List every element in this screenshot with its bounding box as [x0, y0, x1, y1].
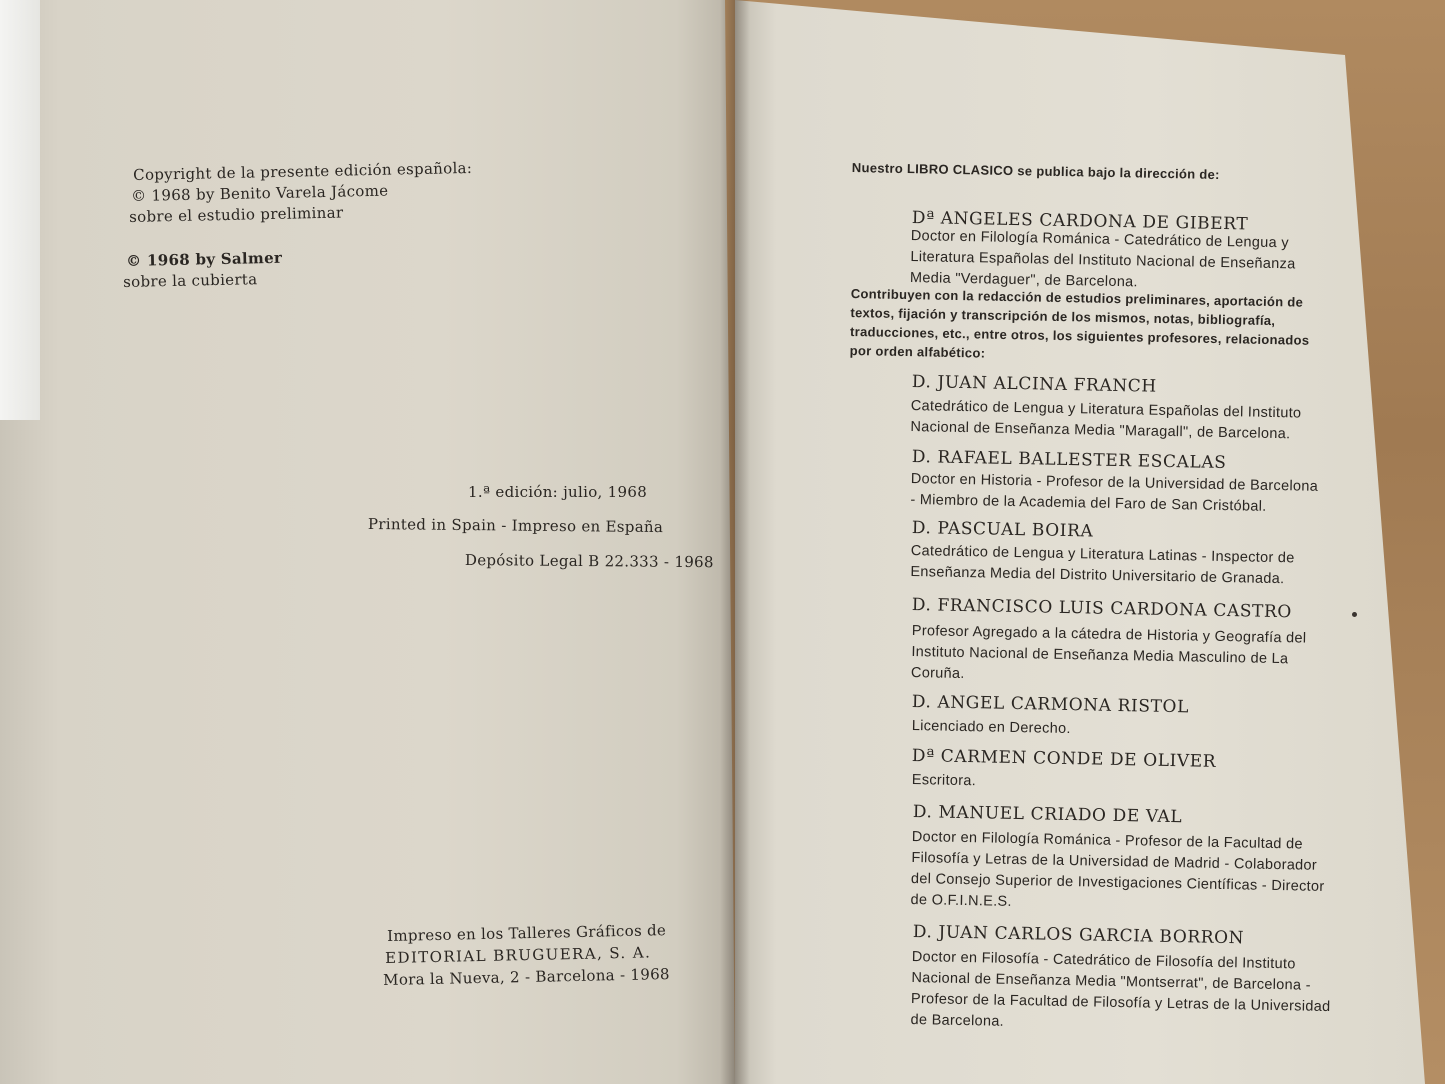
series-intro: Nuestro LIBRO CLASICO se publica bajo la dirección de:	[851, 160, 1220, 183]
copyright-line: Copyright de la presente edición española:	[133, 158, 473, 184]
copyright-line: © 1968 by Benito Varela Jácome	[131, 181, 389, 205]
professor-description: Doctor en Historia - Profesor de la Universidad de Barcelona - Miembro de la Academia del Faro de San Cristóbal.	[910, 470, 1319, 515]
professor-name: D. RAFAEL BALLESTER ESCALAS	[911, 447, 1227, 474]
cover-copyright-line: © 1968 by Salmer	[126, 248, 283, 270]
professor-name: Dª CARMEN CONDE DE OLIVER	[911, 746, 1217, 772]
printed-line: Printed in Spain - Impreso en España	[367, 515, 664, 537]
professor-description: Licenciado en Derecho.	[911, 717, 1071, 738]
professor-name: D. PASCUAL BOIRA	[911, 518, 1094, 542]
professor-name: D. MANUEL CRIADO DE VAL	[912, 802, 1183, 828]
professor-name: D. FRANCISCO LUIS CARDONA CASTRO	[911, 595, 1293, 623]
edition-line: 1.ª edición: julio, 1968	[468, 483, 648, 501]
professor-description: Catedrático de Lengua y Literatura Españolas del Instituto Nacional de Enseñanza Media "Maragall", de Barcelona.	[910, 397, 1302, 443]
professor-name: D. ANGEL CARMONA RISTOL	[911, 692, 1190, 718]
contributors-intro: Contribuyen con la redacción de estudios preliminares, aportación de textos, fijación y transcripción de los mismos, notas, bibliografía, traducciones, etc., entre otros, los siguientes profesores, relacionados por orden alfabético:	[849, 285, 1310, 361]
cover-copyright-line: sobre la cubierta	[123, 270, 258, 291]
professor-description: Escritora.	[911, 771, 977, 790]
copyright-line: sobre el estudio preliminar	[129, 203, 344, 226]
ink-speck	[1352, 612, 1357, 617]
book-gutter	[720, 0, 750, 1084]
director-name: Dª ANGELES CARDONA DE GIBERT	[911, 208, 1249, 235]
director-description: Doctor en Filología Románica - Catedrático de Lengua y Literatura Españolas del Instituto Nacional de Enseñanza Media "Verdaguer", de Barcelona.	[909, 227, 1296, 291]
background-paper-strip	[0, 0, 40, 420]
printer-line: EDITORIAL BRUGUERA, S. A.	[385, 943, 652, 967]
right-page	[735, 0, 1425, 1084]
printer-line: Impreso en los Talleres Gráficos de	[387, 921, 667, 945]
professor-description: Profesor Agregado a la cátedra de Historia y Geografía del Instituto Nacional de Enseñanza Media Masculino de La Coruña.	[910, 622, 1307, 683]
professor-description: Doctor en Filología Románica - Profesor de la Facultad de Filosofía y Letras de la Universidad de Madrid - Colaborador del Consejo Superior de Investigaciones Científicas - Director de O.F.I.N.E.S.	[910, 828, 1325, 910]
professor-description: Catedrático de Lengua y Literatura Latinas - Inspector de Enseñanza Media del Distrito Universitario de Granada.	[910, 542, 1295, 588]
deposito-legal-line: Depósito Legal B 22.333 - 1968	[464, 551, 714, 572]
professor-description: Doctor en Filosofía - Catedrático de Filosofía del Instituto Nacional de Enseñanza Media "Montserrat", de Barcelona - Profesor de la Facultad de Filosofía y Letras de la Universidad de Barcelona.	[910, 948, 1331, 1030]
professor-name: D. JUAN CARLOS GARCIA BORRON	[912, 922, 1245, 949]
printer-line: Mora la Nueva, 2 - Barcelona - 1968	[383, 964, 670, 989]
professor-name: D. JUAN ALCINA FRANCH	[911, 372, 1157, 397]
